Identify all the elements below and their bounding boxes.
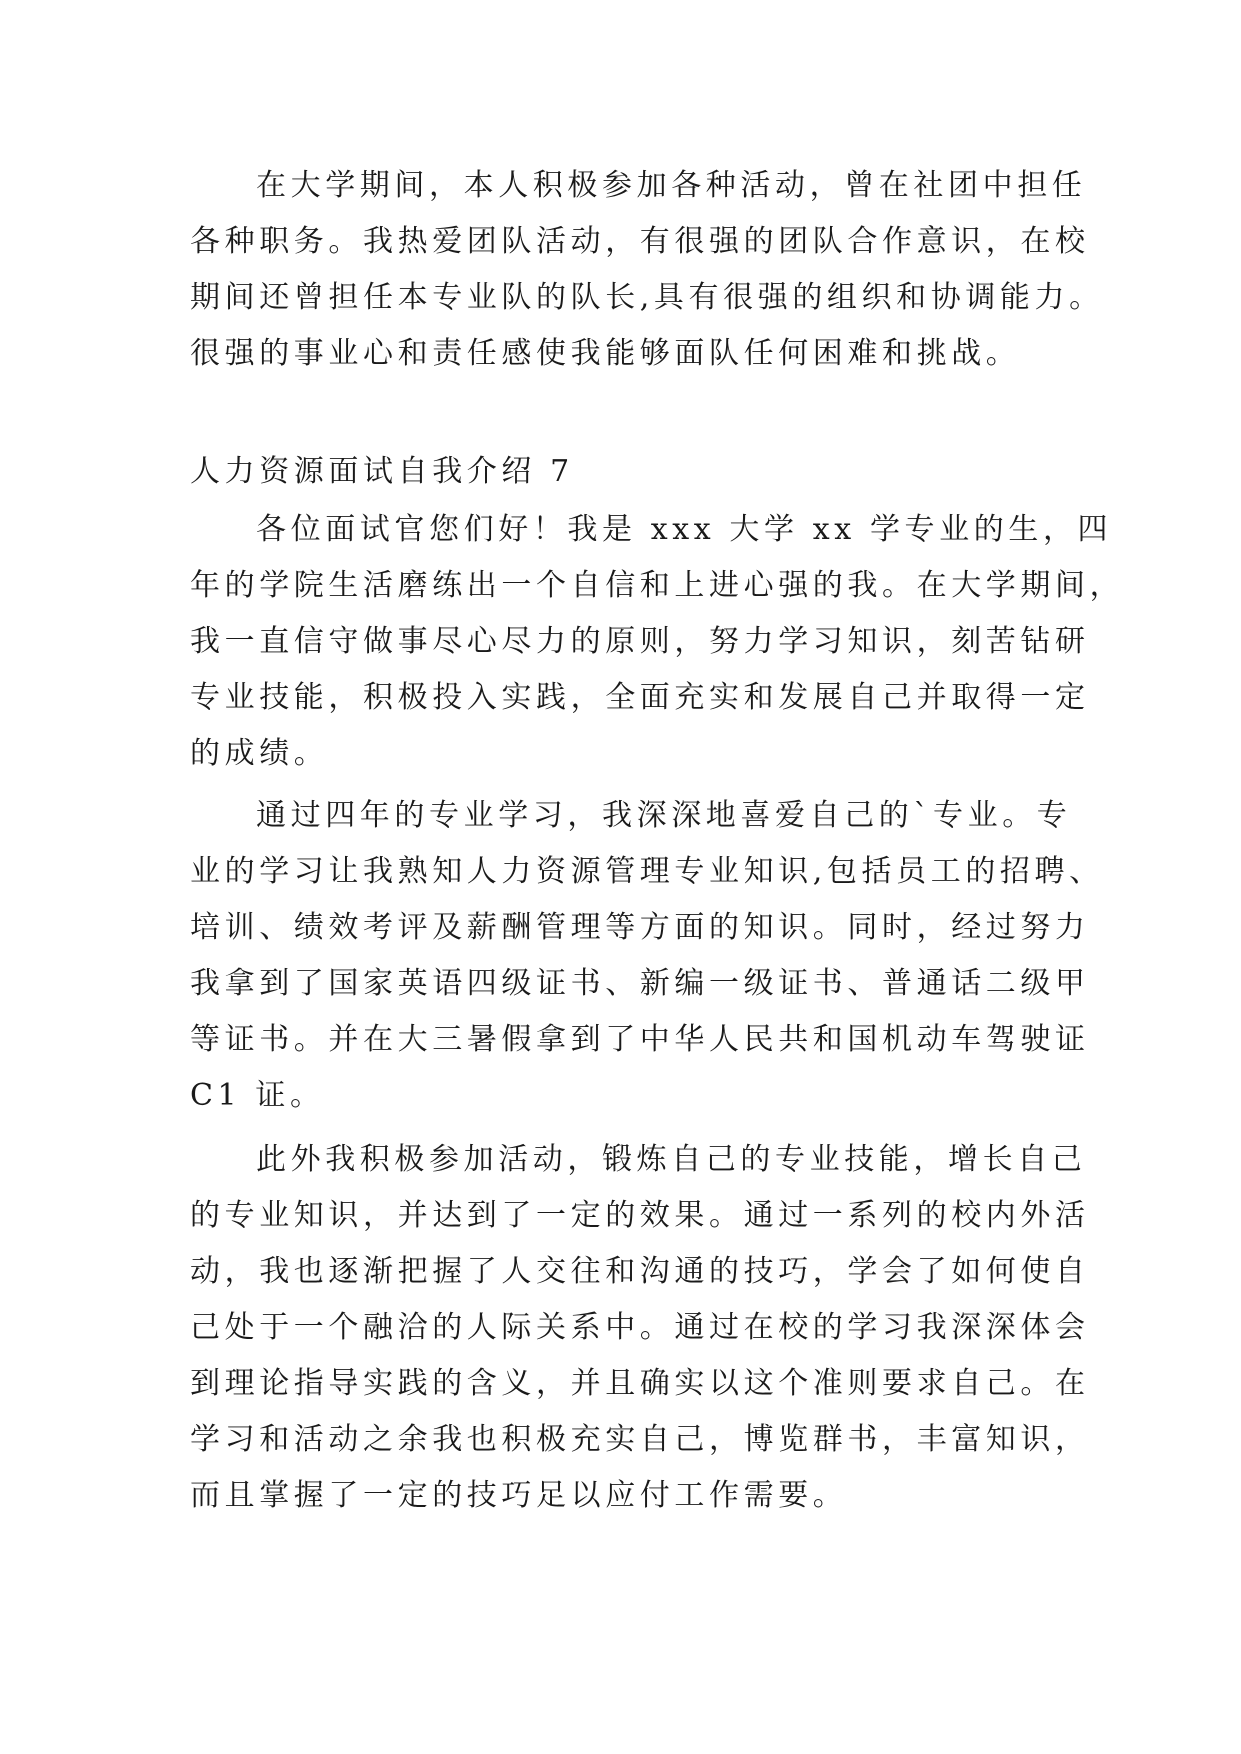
section-heading: 人力资源面试自我介绍 7	[190, 454, 574, 489]
paragraph-2-line: 专业技能，积极投入实践，全面充实和发展自己并取得一定	[190, 680, 1090, 715]
paragraph-4-line: 到理论指导实践的含义，并且确实以这个准则要求自己。在	[190, 1366, 1090, 1401]
paragraph-4-line: 而且掌握了一定的技巧足以应付工作需要。	[190, 1478, 848, 1513]
paragraph-3-line: C1 证。	[190, 1078, 325, 1113]
paragraph-1-line: 很强的事业心和责任感使我能够面队任何困难和挑战。	[190, 336, 1021, 371]
paragraph-1-line: 期间还曾担任本专业队的队长,具有很强的组织和协调能力。	[190, 280, 1104, 315]
paragraph-2-line: 各位面试官您们好！我是 xxx 大学 xx 学专业的生，四	[256, 512, 1113, 547]
paragraph-1-line: 在大学期间，本人积极参加各种活动，曾在社团中担任	[256, 168, 1087, 203]
paragraph-3-line: 我拿到了国家英语四级证书、新编一级证书、普通话二级甲	[190, 966, 1090, 1001]
paragraph-3-line: 等证书。并在大三暑假拿到了中华人民共和国机动车驾驶证	[190, 1022, 1090, 1057]
paragraph-2-line: 年的学院生活磨练出一个自信和上进心强的我。在大学期间，	[190, 568, 1125, 603]
paragraph-3-line: 培训、绩效考评及薪酬管理等方面的知识。同时，经过努力	[190, 910, 1090, 945]
paragraph-4-line: 动，我也逐渐把握了人交往和沟通的技巧，学会了如何使自	[190, 1254, 1090, 1289]
paragraph-4-line: 己处于一个融洽的人际关系中。通过在校的学习我深深体会	[190, 1310, 1090, 1345]
paragraph-3-line: 业的学习让我熟知人力资源管理专业知识,包括员工的招聘、	[190, 854, 1104, 889]
paragraph-4-line: 的专业知识，并达到了一定的效果。通过一系列的校内外活	[190, 1198, 1090, 1233]
paragraph-4-line: 此外我积极参加活动，锻炼自己的专业技能，增长自己	[256, 1142, 1087, 1177]
paragraph-2-line: 的成绩。	[190, 736, 329, 771]
paragraph-3-line: 通过四年的专业学习，我深深地喜爱自己的`专业。专	[256, 798, 1072, 833]
paragraph-2-line: 我一直信守做事尽心尽力的原则，努力学习知识，刻苦钻研	[190, 624, 1090, 659]
paragraph-1-line: 各种职务。我热爱团队活动，有很强的团队合作意识，在校	[190, 224, 1090, 259]
paragraph-4-line: 学习和活动之余我也积极充实自己，博览群书，丰富知识，	[190, 1422, 1090, 1457]
